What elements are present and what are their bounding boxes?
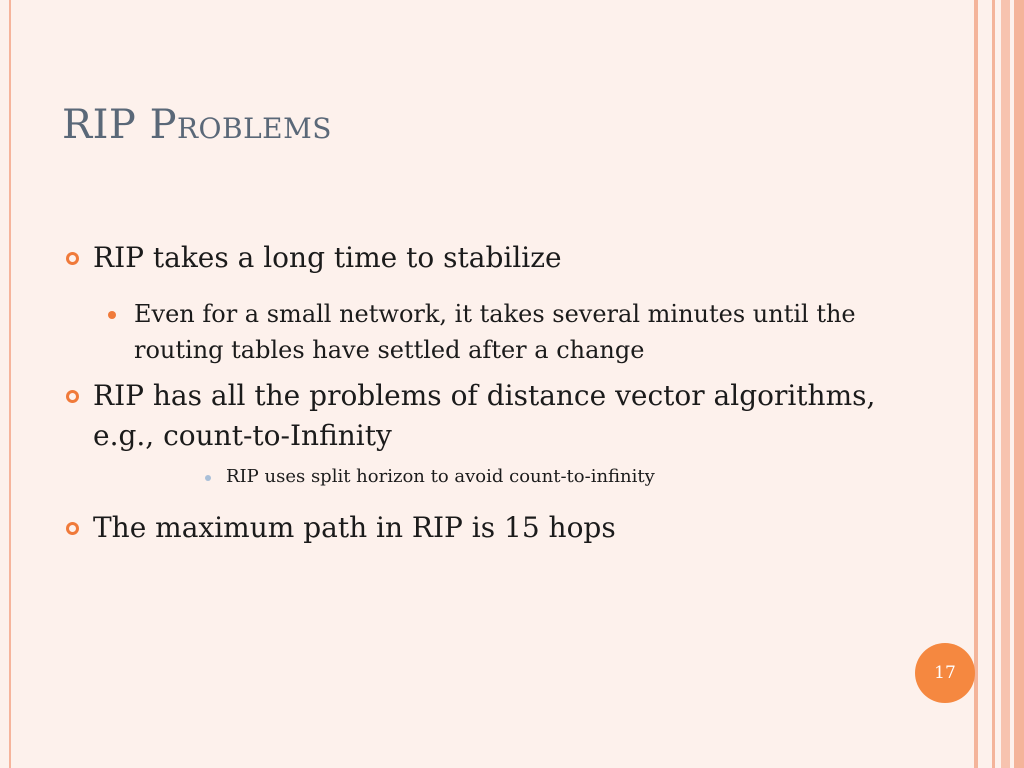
slide-title xyxy=(62,102,332,148)
dot-bullet-icon xyxy=(205,475,211,481)
stripe xyxy=(1014,0,1024,768)
stripe xyxy=(1001,0,1010,768)
bullet-item xyxy=(64,238,884,278)
bullet-text: RIP has all the problems of distance vector algorithms, e.g., count-to-Infinity xyxy=(93,379,876,452)
sub-bullet-text: RIP uses split horizon to avoid count-to-infinity xyxy=(226,466,655,487)
bullet-text: RIP takes a long time to stabilize xyxy=(93,241,562,274)
page-number-badge xyxy=(915,643,975,703)
ring-bullet-icon xyxy=(66,522,79,535)
page-number: 17 xyxy=(934,663,956,683)
bullet-item xyxy=(64,508,884,548)
sub-bullet-text: Even for a small network, it takes several minutes until the routing tables have settled after a change xyxy=(134,300,856,364)
bullet-item xyxy=(64,376,884,456)
ring-bullet-icon xyxy=(66,390,79,403)
sub-bullet-item xyxy=(64,464,884,490)
slide-content xyxy=(64,238,884,566)
stripe xyxy=(978,0,992,768)
right-stripes xyxy=(974,0,1024,768)
sub-bullet-item xyxy=(64,296,884,368)
left-border xyxy=(9,0,11,768)
ring-bullet-icon xyxy=(66,252,79,265)
bullet-text: The maximum path in RIP is 15 hops xyxy=(93,511,616,544)
dot-bullet-icon xyxy=(108,311,116,319)
title-smallcaps: Problems xyxy=(149,102,332,148)
title-main: RIP xyxy=(62,102,137,148)
